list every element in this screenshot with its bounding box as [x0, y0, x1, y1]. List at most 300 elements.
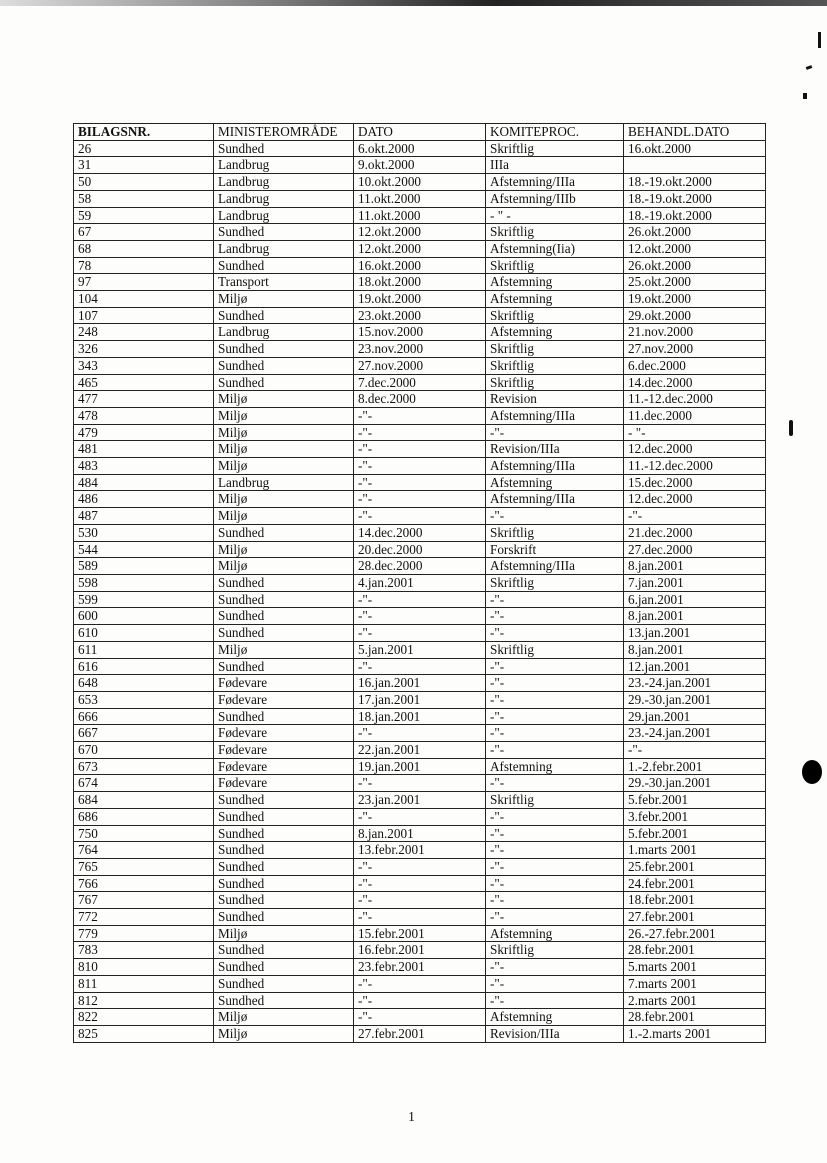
bilagsnr-cell: 104: [74, 291, 214, 308]
dato-cell: 27.febr.2001: [354, 1025, 486, 1042]
ministeromraade-cell: Sundhed: [214, 942, 354, 959]
dato-cell: 23.febr.2001: [354, 959, 486, 976]
behandl-dato-cell: 25.okt.2000: [624, 274, 766, 291]
behandl-dato-cell: 11.-12.dec.2000: [624, 458, 766, 475]
column-header-ministeromraade: MINISTEROMRÅDE: [214, 124, 354, 141]
ministeromraade-cell: Sundhed: [214, 140, 354, 157]
dato-cell: 4.jan.2001: [354, 574, 486, 591]
komiteproc-cell: -"-: [486, 424, 624, 441]
komiteproc-cell: -"-: [486, 591, 624, 608]
komiteproc-cell: Skriftlig: [486, 524, 624, 541]
ministeromraade-cell: Sundhed: [214, 625, 354, 642]
dato-cell: -"-: [354, 1009, 486, 1026]
ministeromraade-cell: Miljø: [214, 1025, 354, 1042]
bilagsnr-cell: 465: [74, 374, 214, 391]
table-row: [74, 708, 766, 725]
komiteproc-cell: Revision/IIIa: [486, 441, 624, 458]
table-row: [74, 942, 766, 959]
column-header-komiteproc: KOMITEPROC.: [486, 124, 624, 141]
dato-cell: 23.nov.2000: [354, 341, 486, 358]
bilagsnr-cell: 97: [74, 274, 214, 291]
ministeromraade-cell: Fødevare: [214, 758, 354, 775]
table-row: [74, 658, 766, 675]
ministeromraade-cell: Miljø: [214, 424, 354, 441]
ministeromraade-cell: Transport: [214, 274, 354, 291]
bilagsnr-cell: 589: [74, 558, 214, 575]
bilagsnr-cell: 686: [74, 808, 214, 825]
bilagsnr-cell: 67: [74, 224, 214, 241]
ministeromraade-cell: Landbrug: [214, 190, 354, 207]
dato-cell: -"-: [354, 508, 486, 525]
table-row: [74, 775, 766, 792]
ministeromraade-cell: Landbrug: [214, 157, 354, 174]
dato-cell: 20.dec.2000: [354, 541, 486, 558]
ministeromraade-cell: Sundhed: [214, 825, 354, 842]
bilagsnr-cell: 486: [74, 491, 214, 508]
behandl-dato-cell: 5.febr.2001: [624, 825, 766, 842]
table-row: [74, 558, 766, 575]
behandl-dato-cell: -"-: [624, 742, 766, 759]
komiteproc-cell: Afstemning/IIIb: [486, 190, 624, 207]
table-row: [74, 591, 766, 608]
bilagsnr-cell: 822: [74, 1009, 214, 1026]
behandl-dato-cell: 5.marts 2001: [624, 959, 766, 976]
dato-cell: 7.dec.2000: [354, 374, 486, 391]
dato-cell: 12.okt.2000: [354, 224, 486, 241]
dato-cell: -"-: [354, 407, 486, 424]
behandl-dato-cell: 14.dec.2000: [624, 374, 766, 391]
column-header-dato: DATO: [354, 124, 486, 141]
komiteproc-cell: Skriftlig: [486, 792, 624, 809]
ministeromraade-cell: Miljø: [214, 508, 354, 525]
behandl-dato-cell: 12.okt.2000: [624, 240, 766, 257]
bilagsnr-cell: 648: [74, 675, 214, 692]
komiteproc-cell: -"-: [486, 508, 624, 525]
behandl-dato-cell: 21.nov.2000: [624, 324, 766, 341]
bilagsnr-cell: 326: [74, 341, 214, 358]
bilagsnr-cell: 483: [74, 458, 214, 475]
ministeromraade-cell: Landbrug: [214, 474, 354, 491]
table-row: [74, 675, 766, 692]
bilagsnr-cell: 477: [74, 391, 214, 408]
bilagsnr-cell: 50: [74, 174, 214, 191]
dato-cell: 16.okt.2000: [354, 257, 486, 274]
table-row: [74, 1025, 766, 1042]
table-row: [74, 641, 766, 658]
ministeromraade-cell: Sundhed: [214, 524, 354, 541]
behandl-dato-cell: 1.-2.marts 2001: [624, 1025, 766, 1042]
table-row: [74, 842, 766, 859]
scan-mark: [806, 65, 813, 70]
ministeromraade-cell: Sundhed: [214, 909, 354, 926]
komiteproc-cell: Skriftlig: [486, 140, 624, 157]
behandl-dato-cell: -"-: [624, 508, 766, 525]
dato-cell: 27.nov.2000: [354, 357, 486, 374]
column-header-bilagsnr: BILAGSNR.: [74, 124, 214, 141]
ministeromraade-cell: Sundhed: [214, 875, 354, 892]
table-row: [74, 240, 766, 257]
table-row: [74, 157, 766, 174]
dato-cell: -"-: [354, 441, 486, 458]
komiteproc-cell: -"-: [486, 658, 624, 675]
dato-cell: 9.okt.2000: [354, 157, 486, 174]
dato-cell: -"-: [354, 775, 486, 792]
dato-cell: -"-: [354, 491, 486, 508]
bilagsnr-cell: 673: [74, 758, 214, 775]
dato-cell: 6.okt.2000: [354, 140, 486, 157]
dato-cell: 15.nov.2000: [354, 324, 486, 341]
dato-cell: 8.jan.2001: [354, 825, 486, 842]
table-row: [74, 274, 766, 291]
behandl-dato-cell: - "-: [624, 424, 766, 441]
komiteproc-cell: Afstemning: [486, 291, 624, 308]
dato-cell: 22.jan.2001: [354, 742, 486, 759]
table-row: [74, 975, 766, 992]
behandl-dato-cell: 12.jan.2001: [624, 658, 766, 675]
behandl-dato-cell: 18.-19.okt.2000: [624, 207, 766, 224]
dato-cell: 15.febr.2001: [354, 925, 486, 942]
scan-top-edge: [0, 0, 827, 6]
komiteproc-cell: -"-: [486, 892, 624, 909]
komiteproc-cell: Afstemning(Iia): [486, 240, 624, 257]
behandl-dato-cell: 12.dec.2000: [624, 491, 766, 508]
ministeromraade-cell: Miljø: [214, 641, 354, 658]
ministeromraade-cell: Fødevare: [214, 775, 354, 792]
dato-cell: -"-: [354, 808, 486, 825]
behandl-dato-cell: 13.jan.2001: [624, 625, 766, 642]
bilagsnr-cell: 810: [74, 959, 214, 976]
bilagsnr-cell: 599: [74, 591, 214, 608]
bilagsnr-cell: 530: [74, 524, 214, 541]
table-row: [74, 224, 766, 241]
ministeromraade-cell: Sundhed: [214, 374, 354, 391]
bilagsnr-cell: 600: [74, 608, 214, 625]
ministeromraade-cell: Miljø: [214, 458, 354, 475]
ministeromraade-cell: Miljø: [214, 558, 354, 575]
table-row: [74, 742, 766, 759]
table-row: [74, 892, 766, 909]
komiteproc-cell: -"-: [486, 808, 624, 825]
dato-cell: 23.okt.2000: [354, 307, 486, 324]
table-row: [74, 825, 766, 842]
ministeromraade-cell: Miljø: [214, 925, 354, 942]
komiteproc-cell: Revision/IIIa: [486, 1025, 624, 1042]
behandl-dato-cell: 27.dec.2000: [624, 541, 766, 558]
behandl-dato-cell: 29.-30.jan.2001: [624, 775, 766, 792]
dato-cell: -"-: [354, 992, 486, 1009]
bilagsnr-cell: 78: [74, 257, 214, 274]
komiteproc-cell: Skriftlig: [486, 357, 624, 374]
komiteproc-cell: Revision: [486, 391, 624, 408]
bilagsnr-cell: 611: [74, 641, 214, 658]
behandl-dato-cell: 16.okt.2000: [624, 140, 766, 157]
ministeromraade-cell: Miljø: [214, 291, 354, 308]
bilagsnr-cell: 598: [74, 574, 214, 591]
dato-cell: -"-: [354, 424, 486, 441]
komiteproc-cell: -"-: [486, 909, 624, 926]
ministeromraade-cell: Fødevare: [214, 691, 354, 708]
table-row: [74, 858, 766, 875]
table-row: [74, 925, 766, 942]
ministeromraade-cell: Sundhed: [214, 574, 354, 591]
table-row: [74, 207, 766, 224]
komiteproc-cell: IIIa: [486, 157, 624, 174]
header-row: [74, 124, 766, 141]
bilagsnr-cell: 481: [74, 441, 214, 458]
punch-hole-mark: [802, 760, 822, 784]
dato-cell: 17.jan.2001: [354, 691, 486, 708]
komiteproc-cell: -"-: [486, 775, 624, 792]
dato-cell: 11.okt.2000: [354, 190, 486, 207]
ministeromraade-cell: Sundhed: [214, 842, 354, 859]
ministeromraade-cell: Fødevare: [214, 742, 354, 759]
komiteproc-cell: Skriftlig: [486, 641, 624, 658]
behandl-dato-cell: 24.febr.2001: [624, 875, 766, 892]
ministeromraade-cell: Sundhed: [214, 708, 354, 725]
behandl-dato-cell: 18.-19.okt.2000: [624, 174, 766, 191]
behandl-dato-cell: 26.okt.2000: [624, 257, 766, 274]
bilagsnr-cell: 248: [74, 324, 214, 341]
bilagsnr-cell: 684: [74, 792, 214, 809]
bilagsnr-cell: 750: [74, 825, 214, 842]
komiteproc-cell: -"-: [486, 691, 624, 708]
dato-cell: -"-: [354, 858, 486, 875]
dato-cell: -"-: [354, 458, 486, 475]
komiteproc-cell: -"-: [486, 708, 624, 725]
dato-cell: -"-: [354, 875, 486, 892]
table-row: [74, 992, 766, 1009]
bilagsnr-cell: 779: [74, 925, 214, 942]
ministeromraade-cell: Sundhed: [214, 608, 354, 625]
bilagsnr-cell: 478: [74, 407, 214, 424]
bilagsnr-cell: 107: [74, 307, 214, 324]
table-row: [74, 875, 766, 892]
bilagsnr-cell: 825: [74, 1025, 214, 1042]
ministeromraade-cell: Miljø: [214, 391, 354, 408]
dato-cell: 18.jan.2001: [354, 708, 486, 725]
table-row: [74, 491, 766, 508]
bilagsnr-cell: 544: [74, 541, 214, 558]
behandl-dato-cell: [624, 157, 766, 174]
table-row: [74, 792, 766, 809]
bilagsnr-cell: 26: [74, 140, 214, 157]
ministeromraade-cell: Sundhed: [214, 257, 354, 274]
komiteproc-cell: Afstemning/IIIa: [486, 174, 624, 191]
komiteproc-cell: Afstemning: [486, 1009, 624, 1026]
dato-cell: 28.dec.2000: [354, 558, 486, 575]
bilagsnr-cell: 610: [74, 625, 214, 642]
table-row: [74, 341, 766, 358]
table-row: [74, 758, 766, 775]
behandl-dato-cell: 7.marts 2001: [624, 975, 766, 992]
table-row: [74, 441, 766, 458]
bilagsnr-cell: 783: [74, 942, 214, 959]
dato-cell: 8.dec.2000: [354, 391, 486, 408]
ministeromraade-cell: Sundhed: [214, 224, 354, 241]
komiteproc-cell: -"-: [486, 625, 624, 642]
behandl-dato-cell: 7.jan.2001: [624, 574, 766, 591]
behandl-dato-cell: 27.febr.2001: [624, 909, 766, 926]
komiteproc-cell: -"-: [486, 975, 624, 992]
komiteproc-cell: -"-: [486, 858, 624, 875]
komiteproc-cell: -"-: [486, 675, 624, 692]
dato-cell: 16.jan.2001: [354, 675, 486, 692]
bilagsnr-cell: 58: [74, 190, 214, 207]
komiteproc-cell: Skriftlig: [486, 374, 624, 391]
table-body: [74, 140, 766, 1042]
dato-cell: -"-: [354, 975, 486, 992]
table-row: [74, 391, 766, 408]
bilagsnr-cell: 616: [74, 658, 214, 675]
dato-cell: 5.jan.2001: [354, 641, 486, 658]
dato-cell: -"-: [354, 625, 486, 642]
behandl-dato-cell: 8.jan.2001: [624, 641, 766, 658]
komiteproc-cell: Forskrift: [486, 541, 624, 558]
ministeromraade-cell: Miljø: [214, 407, 354, 424]
ministeromraade-cell: Miljø: [214, 541, 354, 558]
komiteproc-cell: Skriftlig: [486, 224, 624, 241]
bilagsnr-cell: 666: [74, 708, 214, 725]
komiteproc-cell: Afstemning: [486, 925, 624, 942]
behandl-dato-cell: 8.jan.2001: [624, 558, 766, 575]
ministeromraade-cell: Sundhed: [214, 975, 354, 992]
komiteproc-cell: Afstemning/IIIa: [486, 458, 624, 475]
behandl-dato-cell: 12.dec.2000: [624, 441, 766, 458]
ministeromraade-cell: Sundhed: [214, 808, 354, 825]
ministeromraade-cell: Fødevare: [214, 725, 354, 742]
behandl-dato-cell: 1.-2.febr.2001: [624, 758, 766, 775]
behandl-dato-cell: 18.febr.2001: [624, 892, 766, 909]
table-row: [74, 808, 766, 825]
bilagsnr-cell: 59: [74, 207, 214, 224]
table-row: [74, 524, 766, 541]
behandl-dato-cell: 25.febr.2001: [624, 858, 766, 875]
behandl-dato-cell: 28.febr.2001: [624, 942, 766, 959]
ministeromraade-cell: Sundhed: [214, 357, 354, 374]
dato-cell: -"-: [354, 608, 486, 625]
column-header-behandl-dato: BEHANDL.DATO: [624, 124, 766, 141]
ministeromraade-cell: Sundhed: [214, 792, 354, 809]
behandl-dato-cell: 26.-27.febr.2001: [624, 925, 766, 942]
behandl-dato-cell: 1.marts 2001: [624, 842, 766, 859]
komiteproc-cell: -"-: [486, 959, 624, 976]
bilagsnr-cell: 343: [74, 357, 214, 374]
table-row: [74, 357, 766, 374]
table-row: [74, 508, 766, 525]
komiteproc-cell: Afstemning: [486, 758, 624, 775]
komiteproc-cell: Afstemning/IIIa: [486, 558, 624, 575]
page-number: 1: [408, 1110, 415, 1125]
behandl-dato-cell: 11.-12.dec.2000: [624, 391, 766, 408]
behandl-dato-cell: 18.-19.okt.2000: [624, 190, 766, 207]
bilagsnr-cell: 484: [74, 474, 214, 491]
dato-cell: 10.okt.2000: [354, 174, 486, 191]
ministeromraade-cell: Sundhed: [214, 591, 354, 608]
behandl-dato-cell: 8.jan.2001: [624, 608, 766, 625]
ministeromraade-cell: Landbrug: [214, 174, 354, 191]
ministeromraade-cell: Miljø: [214, 491, 354, 508]
behandl-dato-cell: 21.dec.2000: [624, 524, 766, 541]
ministeromraade-cell: Fødevare: [214, 675, 354, 692]
komiteproc-cell: -"-: [486, 825, 624, 842]
table-row: [74, 174, 766, 191]
bilagsnr-cell: 767: [74, 892, 214, 909]
ministeromraade-cell: Miljø: [214, 441, 354, 458]
komiteproc-cell: - " -: [486, 207, 624, 224]
ministeromraade-cell: Landbrug: [214, 240, 354, 257]
dato-cell: 18.okt.2000: [354, 274, 486, 291]
komiteproc-cell: Afstemning: [486, 474, 624, 491]
behandl-dato-cell: 29.okt.2000: [624, 307, 766, 324]
behandl-dato-cell: 5.febr.2001: [624, 792, 766, 809]
table-row: [74, 608, 766, 625]
ministeromraade-cell: Sundhed: [214, 959, 354, 976]
ministeromraade-cell: Sundhed: [214, 892, 354, 909]
komiteproc-cell: Skriftlig: [486, 341, 624, 358]
ministeromraade-cell: Landbrug: [214, 207, 354, 224]
dato-cell: 11.okt.2000: [354, 207, 486, 224]
bilagsnr-cell: 811: [74, 975, 214, 992]
bilagsnr-cell: 670: [74, 742, 214, 759]
bilagsnr-cell: 764: [74, 842, 214, 859]
table-row: [74, 140, 766, 157]
case-register-table: [73, 123, 766, 1043]
bilagsnr-cell: 31: [74, 157, 214, 174]
komiteproc-cell: -"-: [486, 875, 624, 892]
table-row: [74, 424, 766, 441]
table-row: [74, 574, 766, 591]
komiteproc-cell: -"-: [486, 992, 624, 1009]
behandl-dato-cell: 29.-30.jan.2001: [624, 691, 766, 708]
komiteproc-cell: Skriftlig: [486, 942, 624, 959]
dato-cell: -"-: [354, 892, 486, 909]
table-row: [74, 625, 766, 642]
bilagsnr-cell: 772: [74, 909, 214, 926]
komiteproc-cell: Afstemning/IIIa: [486, 491, 624, 508]
behandl-dato-cell: 6.jan.2001: [624, 591, 766, 608]
bilagsnr-cell: 812: [74, 992, 214, 1009]
dato-cell: -"-: [354, 474, 486, 491]
table-row: [74, 458, 766, 475]
behandl-dato-cell: 11.dec.2000: [624, 407, 766, 424]
ministeromraade-cell: Sundhed: [214, 858, 354, 875]
ministeromraade-cell: Miljø: [214, 1009, 354, 1026]
ministeromraade-cell: Sundhed: [214, 307, 354, 324]
komiteproc-cell: Skriftlig: [486, 307, 624, 324]
scan-mark: [803, 93, 807, 99]
komiteproc-cell: Afstemning/IIIa: [486, 407, 624, 424]
table-row: [74, 1009, 766, 1026]
scan-mark: [789, 420, 793, 436]
bilagsnr-cell: 487: [74, 508, 214, 525]
ministeromraade-cell: Sundhed: [214, 341, 354, 358]
behandl-dato-cell: 3.febr.2001: [624, 808, 766, 825]
dato-cell: 14.dec.2000: [354, 524, 486, 541]
bilagsnr-cell: 667: [74, 725, 214, 742]
behandl-dato-cell: 26.okt.2000: [624, 224, 766, 241]
table-row: [74, 541, 766, 558]
ministeromraade-cell: Sundhed: [214, 658, 354, 675]
komiteproc-cell: -"-: [486, 742, 624, 759]
komiteproc-cell: -"-: [486, 725, 624, 742]
dato-cell: -"-: [354, 725, 486, 742]
dato-cell: -"-: [354, 591, 486, 608]
dato-cell: 13.febr.2001: [354, 842, 486, 859]
dato-cell: 19.okt.2000: [354, 291, 486, 308]
behandl-dato-cell: 23.-24.jan.2001: [624, 675, 766, 692]
table-row: [74, 257, 766, 274]
bilagsnr-cell: 479: [74, 424, 214, 441]
